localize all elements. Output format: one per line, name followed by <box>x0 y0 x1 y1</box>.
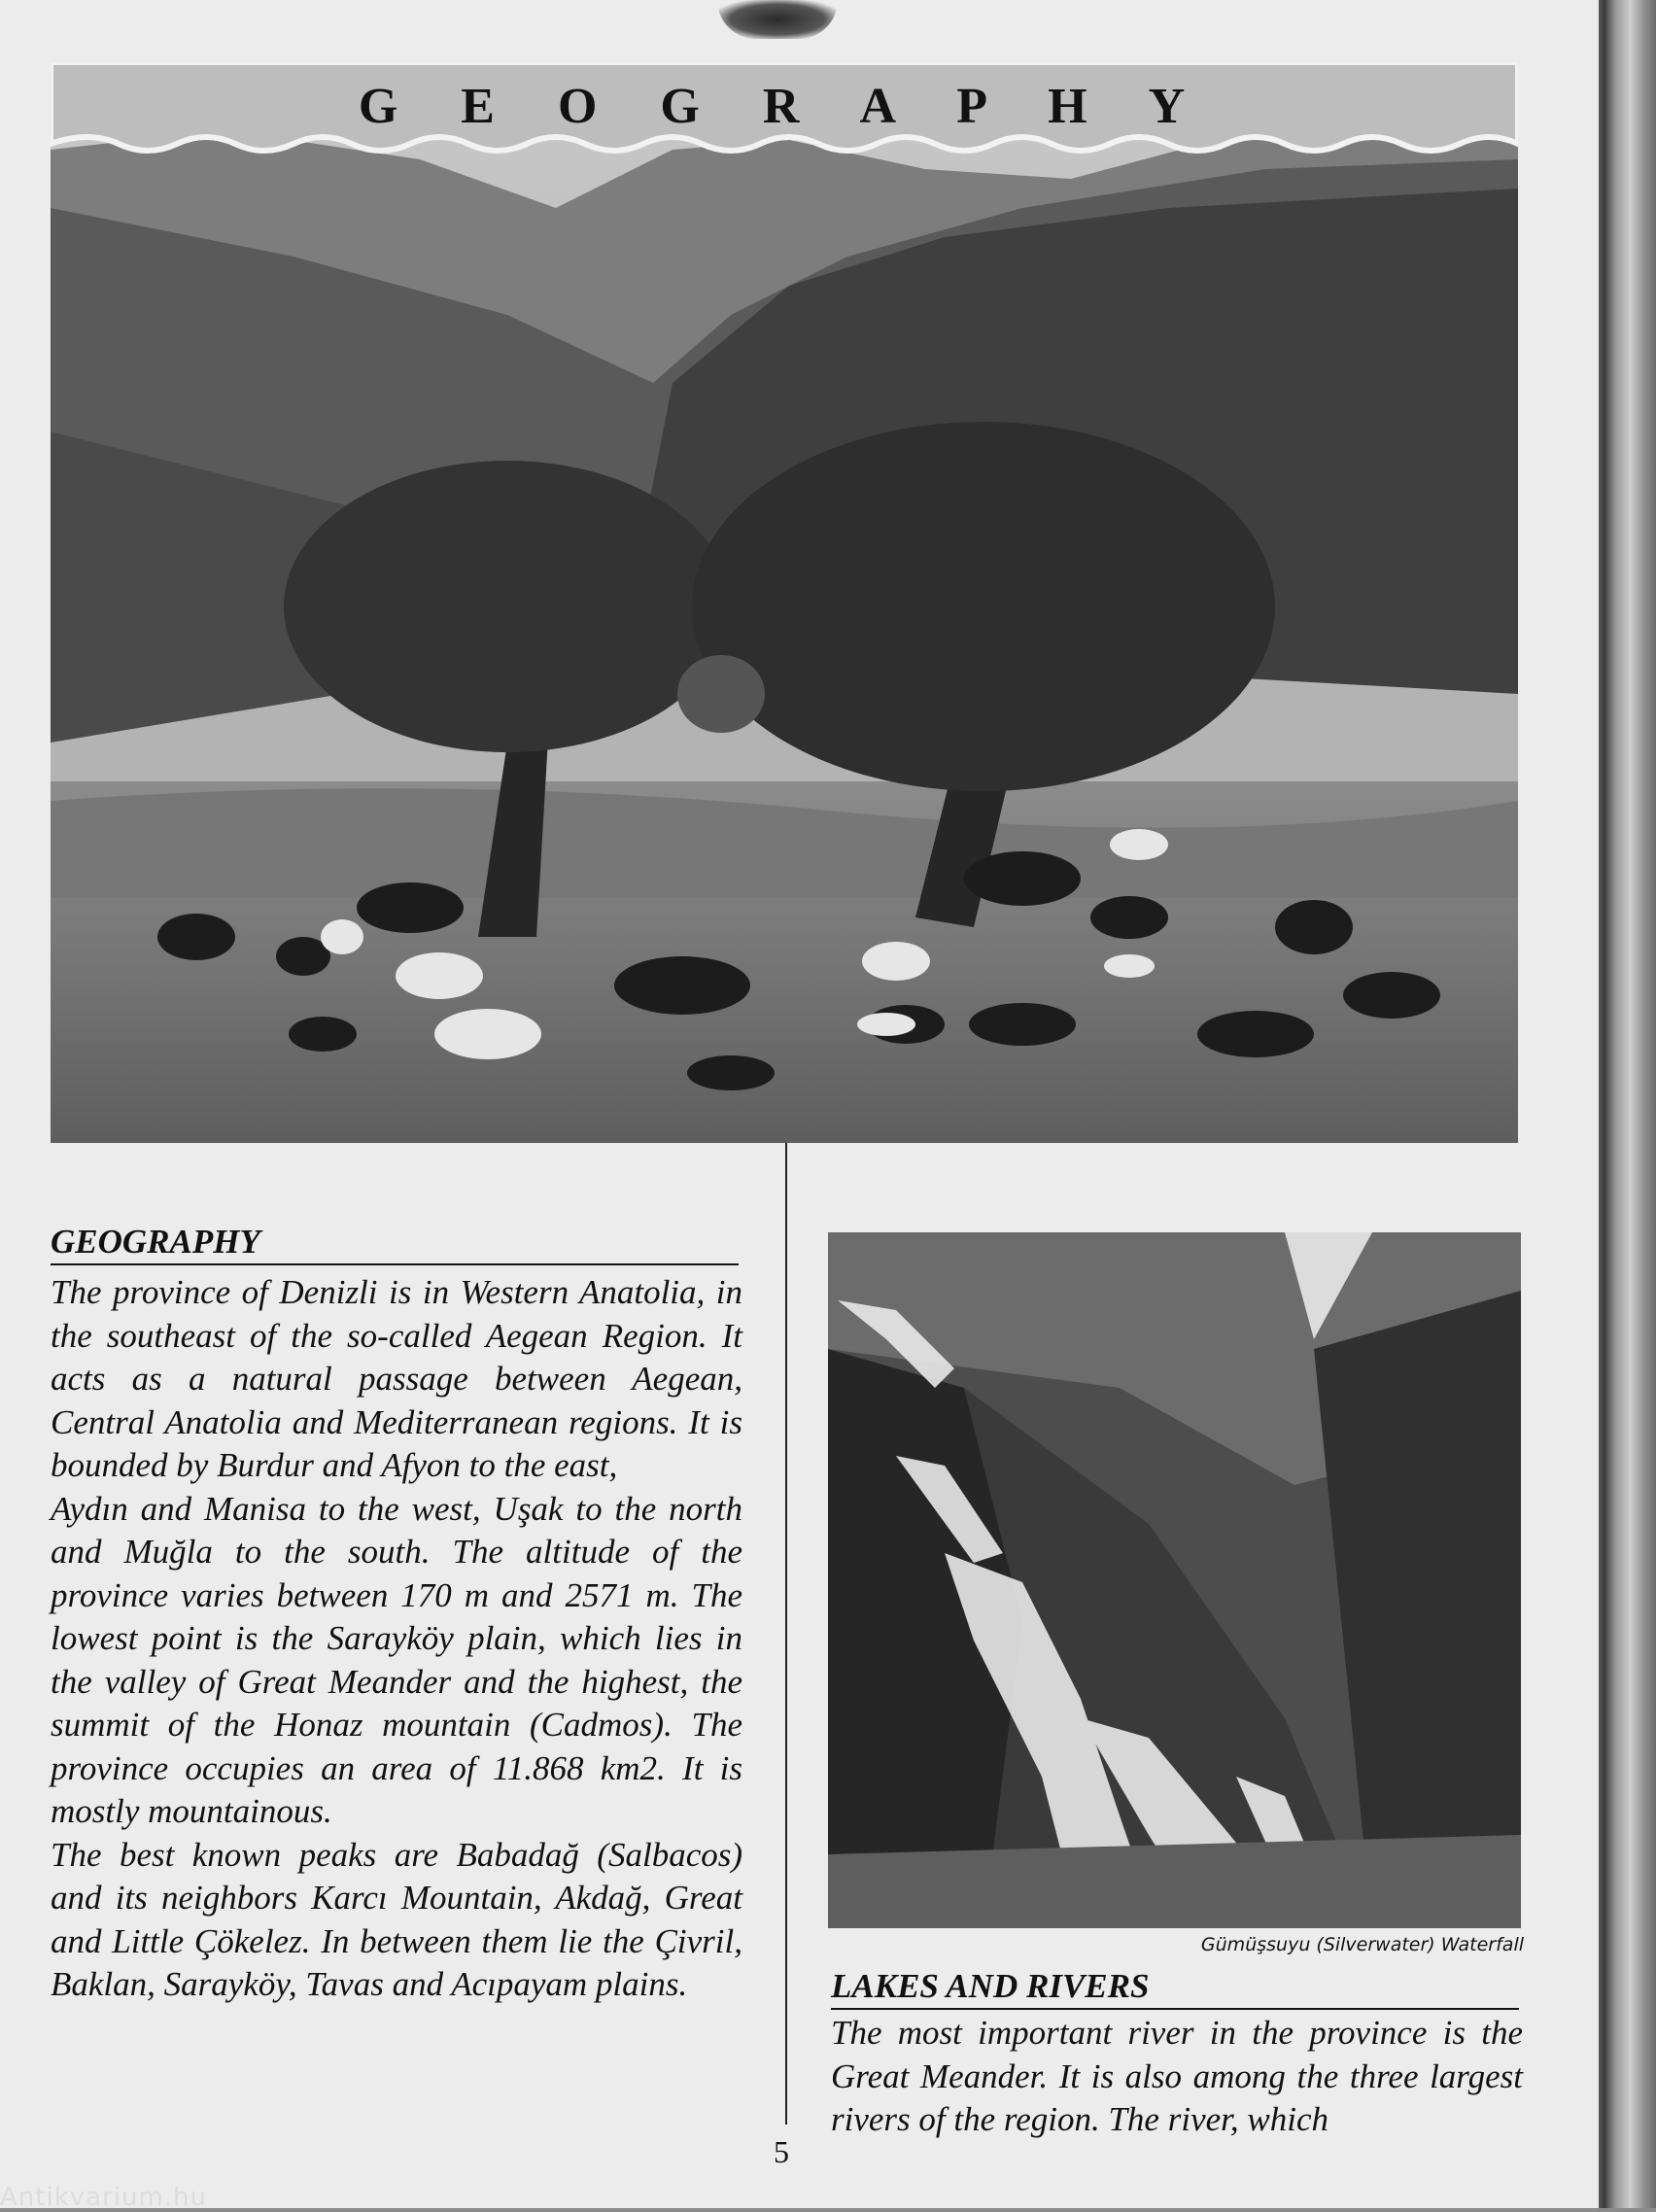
waterfall-photo <box>828 1232 1521 1928</box>
hero-photo-illustration <box>51 62 1518 1143</box>
watermark-text: Antikvarium.hu <box>0 2183 207 2212</box>
geography-paragraph-2: Aydın and Manisa to the west, Uşak to the north and Muğla to the south. The altitude of the province varies between 170 m and 2571 m. The lowest point is the Sarayköy plain, which lies in the valley of Great Meander and the highest, the summit of the Honaz mountain (Cadmos). The province occupies an area of 11.868 km2. It is mostly mountainous. <box>51 1489 742 1830</box>
geography-heading: GEOGRAPHY <box>51 1223 739 1265</box>
lakes-rivers-heading: LAKES AND RIVERS <box>831 1967 1519 2010</box>
banner-title: G E O G R A P H Y <box>358 79 1211 134</box>
geography-paragraph-3: The best known peaks are Babadağ (Salbacos) and its neighbors Karcı Mountain, Akdağ, Great and Little Çökelez. In between them lie the Çivril, Baklan, Sarayköy, Tavas and Acıpayam plains. <box>51 1835 742 2003</box>
lakes-rivers-paragraph: The most important river in the province is the Great Meander. It is also among the three largest rivers of the region. The river, which <box>831 2014 1523 2138</box>
geography-paragraph-1: The province of Denizli is in Western Anatolia, in the southeast of the so-called Aegean Region. It acts as a natural passage between Aegean, Central Anatolia and Mediterranean regions. It is bounded by Burdur and Afyon to the east, <box>51 1273 742 1484</box>
column-divider <box>785 1143 787 2125</box>
page-number: 5 <box>774 2134 789 2169</box>
geography-body <box>51 1271 742 2007</box>
page-tab-marker <box>717 0 838 39</box>
book-binding-edge <box>1599 0 1656 2208</box>
waterfall-photo-illustration <box>828 1232 1521 1928</box>
hero-photo-mountain-valley-goats <box>51 62 1518 1143</box>
lakes-rivers-body <box>831 2012 1523 2142</box>
waterfall-caption: Gümüşsuyu (Silverwater) Waterfall <box>1200 1934 1524 1955</box>
